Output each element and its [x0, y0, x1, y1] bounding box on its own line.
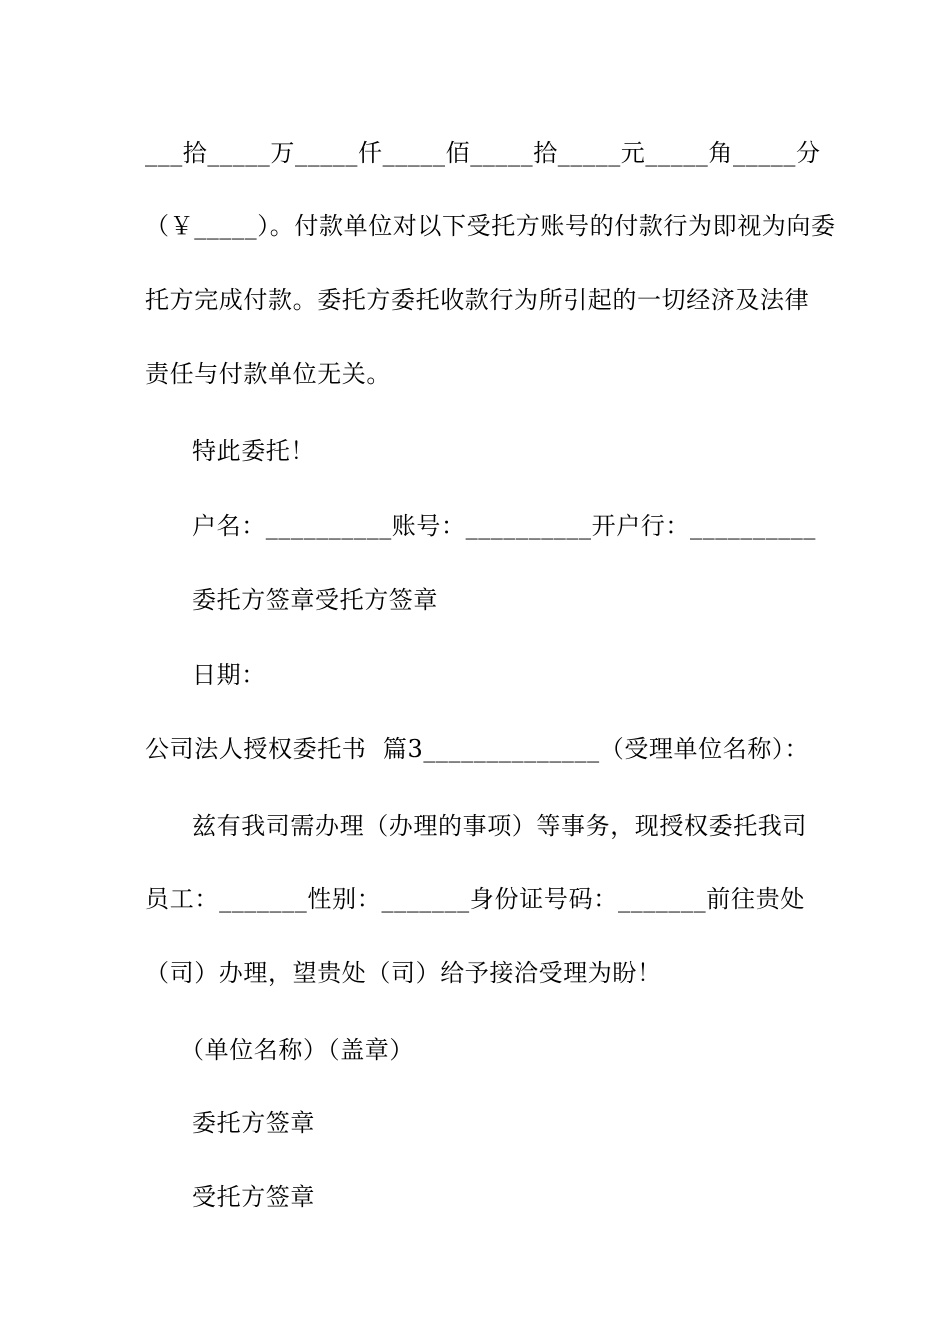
body-text-line: 托方完成付款。委托方委托收款行为所引起的一切经济及法律 [145, 286, 810, 314]
signature-line: 委托方签章受托方签章 [192, 586, 438, 614]
body-text-line: 员工：_______性别：_______身份证号码：_______前往贵处 [145, 885, 805, 913]
body-text-line: 责任与付款单位无关。 [145, 360, 391, 388]
section-heading: 公司法人授权委托书 篇3______________（受理单位名称）： [145, 735, 810, 763]
organization-seal-line: （单位名称）（盖章） [180, 1036, 414, 1064]
amount-words-line: ___拾_____万_____仟_____佰_____拾_____元_____角_____分 [145, 139, 821, 167]
body-text-line: （司）办理，望贵处（司）给予接洽受理为盼！ [145, 959, 662, 987]
date-line: 日期： [192, 661, 266, 689]
closing-text: 特此委托！ [192, 437, 315, 465]
body-text-line: （￥_____）。付款单位对以下受托方账号的付款行为即视为向委 [145, 212, 836, 240]
account-info-line: 户名：__________账号：__________开户行：__________ [192, 512, 816, 540]
signature-line: 委托方签章 [192, 1109, 315, 1137]
signature-line: 受托方签章 [192, 1183, 315, 1211]
body-text-line: 兹有我司需办理（办理的事项）等事务，现授权委托我司 [192, 812, 807, 840]
